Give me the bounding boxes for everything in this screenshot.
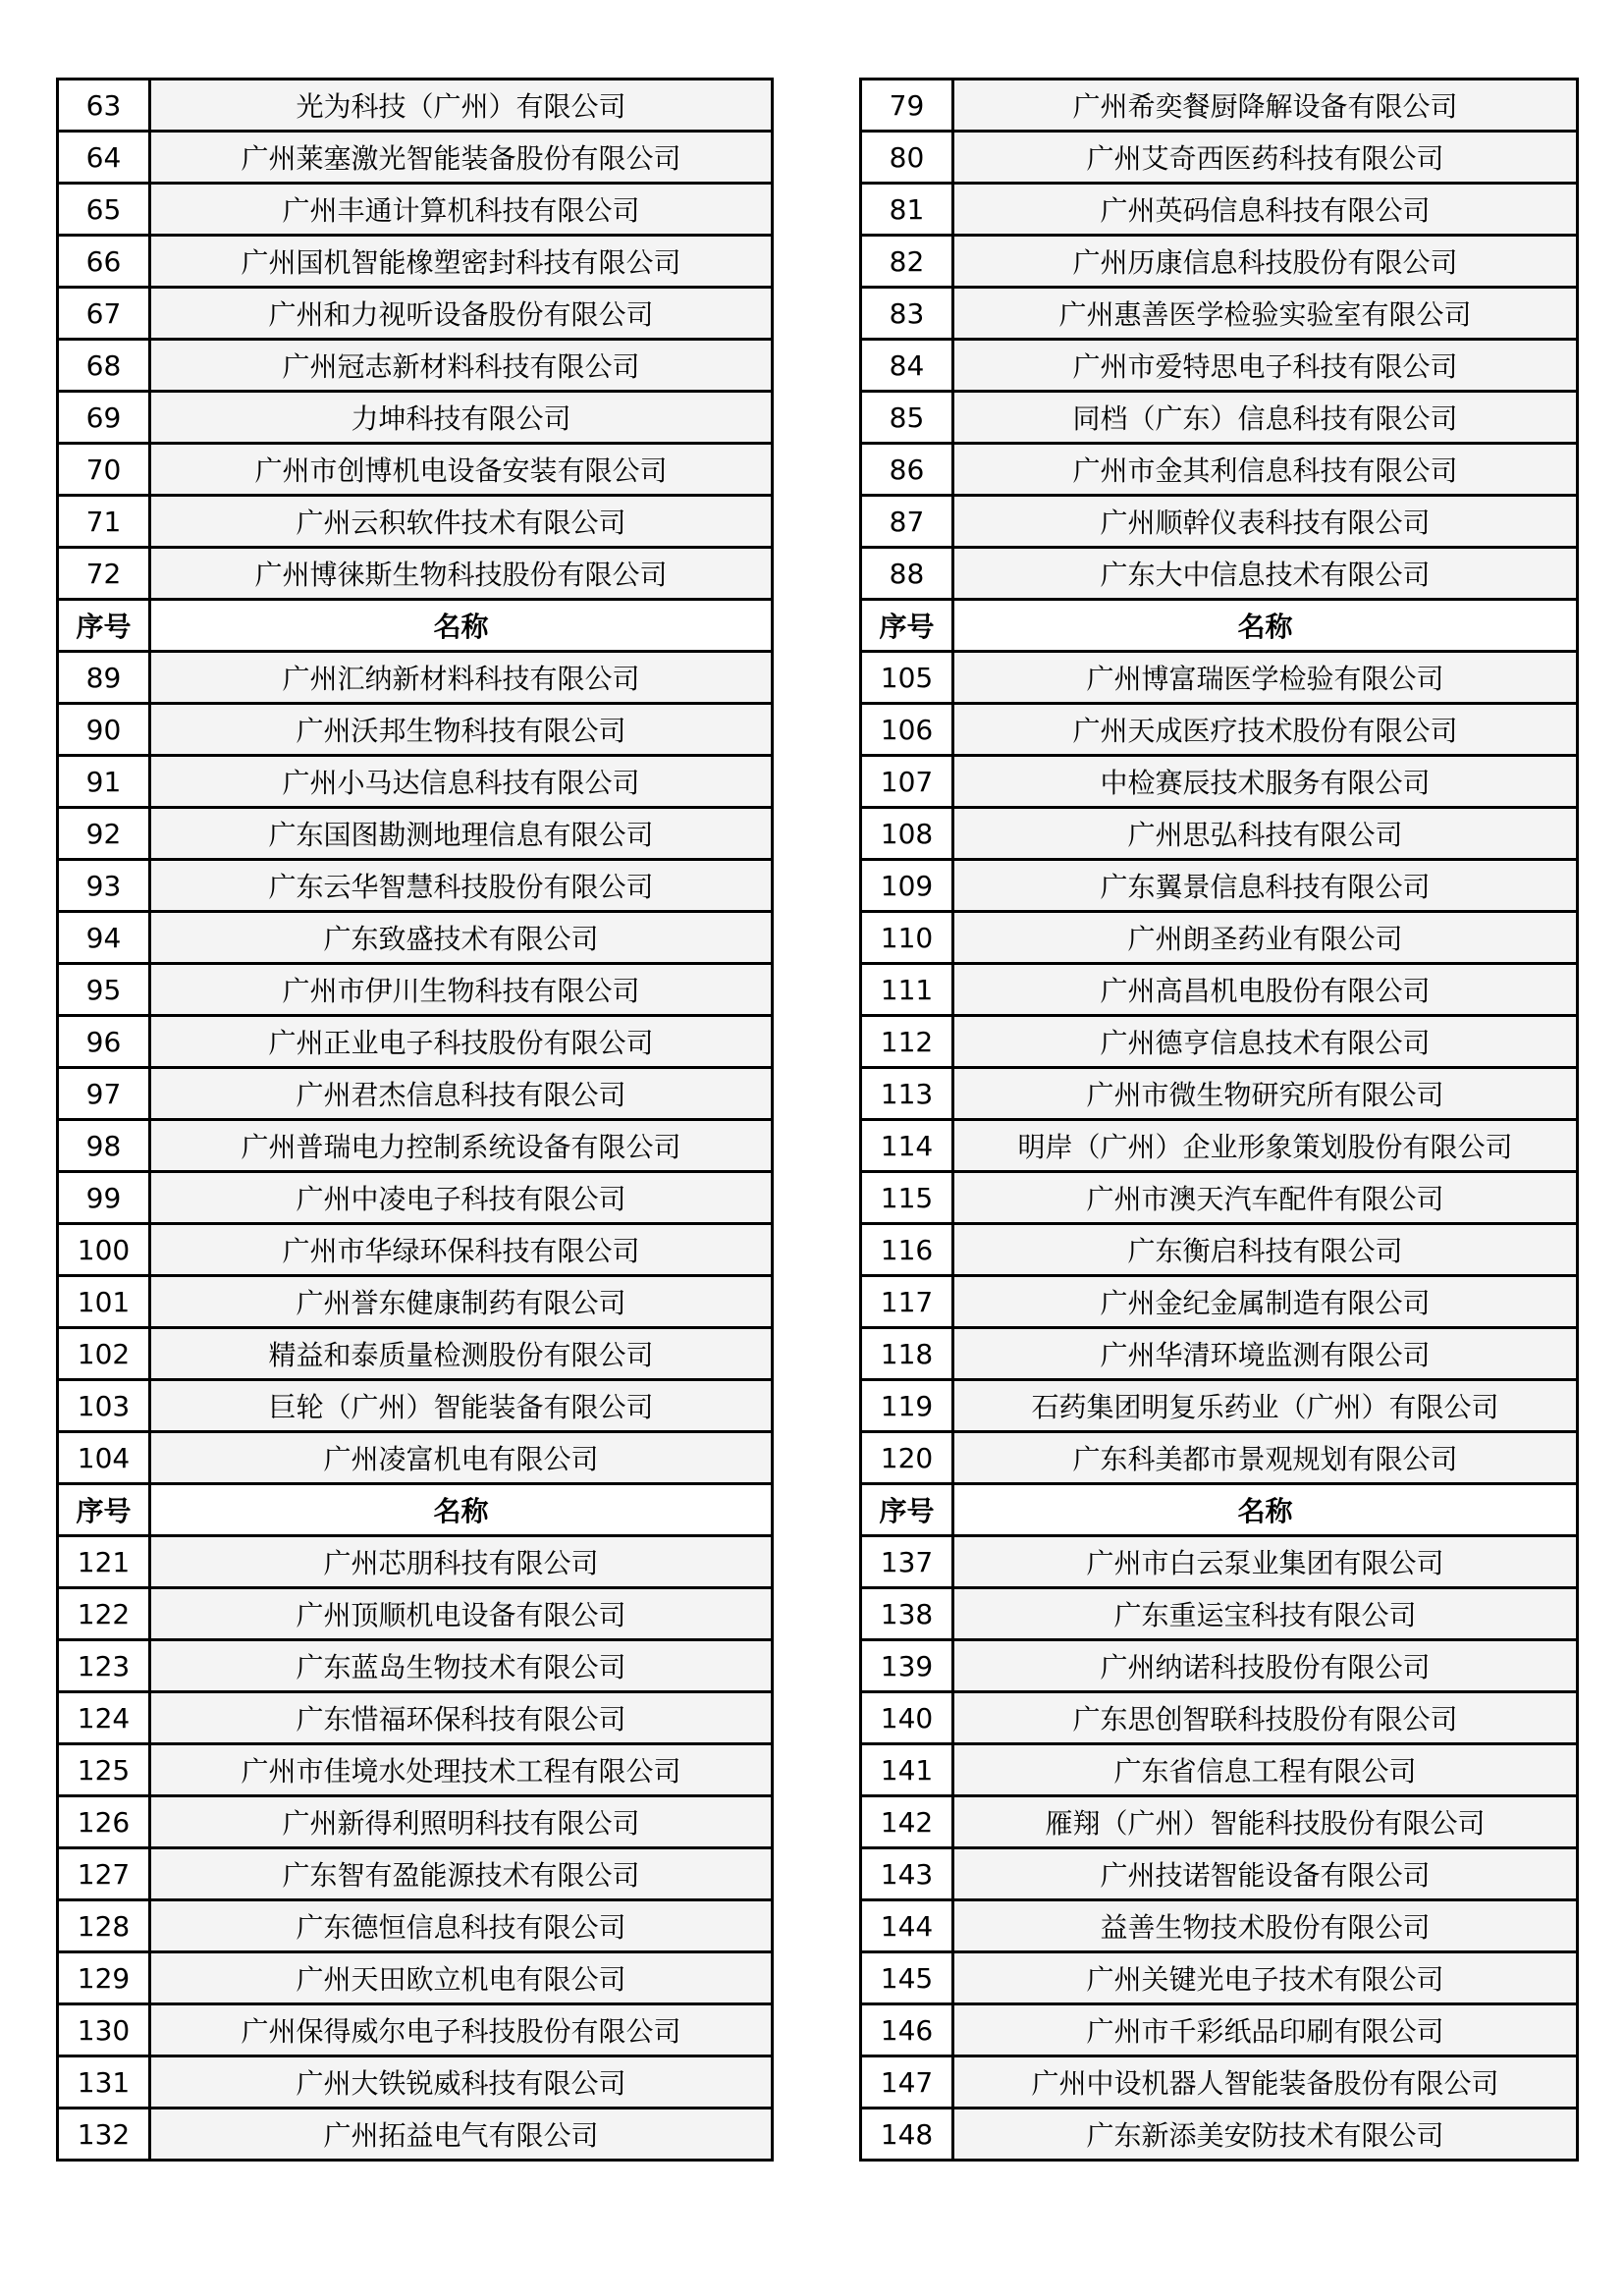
row-number: 110 bbox=[861, 912, 953, 964]
row-number: 70 bbox=[58, 444, 150, 496]
table-row bbox=[861, 496, 1578, 548]
row-number: 98 bbox=[58, 1120, 150, 1172]
row-number: 143 bbox=[861, 1848, 953, 1900]
table-row bbox=[58, 1380, 773, 1432]
row-number: 115 bbox=[861, 1172, 953, 1224]
table-row bbox=[58, 80, 773, 132]
row-number: 79 bbox=[861, 80, 953, 132]
table-row bbox=[58, 1068, 773, 1120]
header-num-label: 序号 bbox=[861, 1484, 953, 1536]
company-name: 广东翼景信息科技有限公司 bbox=[953, 860, 1578, 912]
row-number: 66 bbox=[58, 236, 150, 288]
company-name: 中检赛辰技术服务有限公司 bbox=[953, 756, 1578, 808]
company-name: 广州市澳天汽车配件有限公司 bbox=[953, 1172, 1578, 1224]
company-name: 广州大铁锐威科技有限公司 bbox=[150, 2056, 773, 2109]
row-number: 63 bbox=[58, 80, 150, 132]
row-number: 69 bbox=[58, 392, 150, 444]
header-num-label: 序号 bbox=[58, 600, 150, 652]
row-number: 88 bbox=[861, 548, 953, 600]
row-number: 103 bbox=[58, 1380, 150, 1432]
table-row bbox=[861, 808, 1578, 860]
table-row bbox=[58, 860, 773, 912]
company-name: 广州芯朋科技有限公司 bbox=[150, 1536, 773, 1588]
company-name: 广州丰通计算机科技有限公司 bbox=[150, 184, 773, 236]
company-name: 广州冠志新材料科技有限公司 bbox=[150, 340, 773, 392]
company-name: 广州朗圣药业有限公司 bbox=[953, 912, 1578, 964]
company-name: 广州顺幹仪表科技有限公司 bbox=[953, 496, 1578, 548]
company-name: 广州高昌机电股份有限公司 bbox=[953, 964, 1578, 1016]
table-row bbox=[58, 756, 773, 808]
row-number: 68 bbox=[58, 340, 150, 392]
table-row bbox=[58, 392, 773, 444]
company-name: 广州凌富机电有限公司 bbox=[150, 1432, 773, 1484]
table-header-row bbox=[861, 600, 1578, 652]
company-name: 广东致盛技术有限公司 bbox=[150, 912, 773, 964]
table-row bbox=[861, 236, 1578, 288]
table-row bbox=[58, 1432, 773, 1484]
company-name: 广州市创博机电设备安装有限公司 bbox=[150, 444, 773, 496]
row-number: 140 bbox=[861, 1692, 953, 1744]
row-number: 105 bbox=[861, 652, 953, 704]
company-name: 广东德恒信息科技有限公司 bbox=[150, 1900, 773, 1952]
row-number: 144 bbox=[861, 1900, 953, 1952]
row-number: 128 bbox=[58, 1900, 150, 1952]
row-number: 102 bbox=[58, 1328, 150, 1380]
row-number: 142 bbox=[861, 1796, 953, 1848]
table-row bbox=[58, 1328, 773, 1380]
company-name: 广州纳诺科技股份有限公司 bbox=[953, 1640, 1578, 1692]
company-name: 力坤科技有限公司 bbox=[150, 392, 773, 444]
table-row bbox=[58, 1536, 773, 1588]
row-number: 131 bbox=[58, 2056, 150, 2109]
row-number: 107 bbox=[861, 756, 953, 808]
company-name: 广州思弘科技有限公司 bbox=[953, 808, 1578, 860]
row-number: 92 bbox=[58, 808, 150, 860]
company-name: 广州希奕餐厨降解设备有限公司 bbox=[953, 80, 1578, 132]
row-number: 64 bbox=[58, 132, 150, 184]
table-row bbox=[861, 1224, 1578, 1276]
header-num-label: 序号 bbox=[58, 1484, 150, 1536]
row-number: 137 bbox=[861, 1536, 953, 1588]
row-number: 101 bbox=[58, 1276, 150, 1328]
table-row bbox=[861, 860, 1578, 912]
company-name: 广东重运宝科技有限公司 bbox=[953, 1588, 1578, 1640]
row-number: 84 bbox=[861, 340, 953, 392]
table-row bbox=[861, 2004, 1578, 2056]
company-name: 广州君杰信息科技有限公司 bbox=[150, 1068, 773, 1120]
company-name: 广东衡启科技有限公司 bbox=[953, 1224, 1578, 1276]
company-name: 广州莱塞激光智能装备股份有限公司 bbox=[150, 132, 773, 184]
table-row bbox=[861, 184, 1578, 236]
company-name: 广州市爱特思电子科技有限公司 bbox=[953, 340, 1578, 392]
table-row bbox=[58, 1900, 773, 1952]
row-number: 125 bbox=[58, 1744, 150, 1796]
company-name: 广州沃邦生物科技有限公司 bbox=[150, 704, 773, 756]
header-name-label: 名称 bbox=[953, 600, 1578, 652]
table-row bbox=[58, 704, 773, 756]
row-number: 111 bbox=[861, 964, 953, 1016]
company-name: 广州正业电子科技股份有限公司 bbox=[150, 1016, 773, 1068]
table-row bbox=[861, 2056, 1578, 2109]
company-name: 广州和力视听设备股份有限公司 bbox=[150, 288, 773, 340]
table-row bbox=[58, 1224, 773, 1276]
table-row bbox=[58, 1588, 773, 1640]
company-name: 广州市华绿环保科技有限公司 bbox=[150, 1224, 773, 1276]
row-number: 83 bbox=[861, 288, 953, 340]
company-name: 广州德亨信息技术有限公司 bbox=[953, 1016, 1578, 1068]
row-number: 80 bbox=[861, 132, 953, 184]
row-number: 147 bbox=[861, 2056, 953, 2109]
table-row bbox=[58, 1796, 773, 1848]
company-name: 广州普瑞电力控制系统设备有限公司 bbox=[150, 1120, 773, 1172]
row-number: 120 bbox=[861, 1432, 953, 1484]
company-name: 广州汇纳新材料科技有限公司 bbox=[150, 652, 773, 704]
table-row bbox=[861, 964, 1578, 1016]
row-number: 89 bbox=[58, 652, 150, 704]
table-row bbox=[861, 1328, 1578, 1380]
company-name: 广州天成医疗技术股份有限公司 bbox=[953, 704, 1578, 756]
table-row bbox=[861, 1744, 1578, 1796]
row-number: 99 bbox=[58, 1172, 150, 1224]
row-number: 112 bbox=[861, 1016, 953, 1068]
table-row bbox=[58, 340, 773, 392]
row-number: 90 bbox=[58, 704, 150, 756]
row-number: 100 bbox=[58, 1224, 150, 1276]
row-number: 148 bbox=[861, 2109, 953, 2161]
table-row bbox=[861, 1172, 1578, 1224]
table-row bbox=[861, 756, 1578, 808]
company-name: 广州国机智能橡塑密封科技有限公司 bbox=[150, 236, 773, 288]
table-row bbox=[861, 1900, 1578, 1952]
row-number: 67 bbox=[58, 288, 150, 340]
table-row bbox=[58, 548, 773, 600]
company-name: 同档（广东）信息科技有限公司 bbox=[953, 392, 1578, 444]
company-name: 广州英码信息科技有限公司 bbox=[953, 184, 1578, 236]
table-row bbox=[58, 236, 773, 288]
company-name: 广州技诺智能设备有限公司 bbox=[953, 1848, 1578, 1900]
company-name: 广州历康信息科技股份有限公司 bbox=[953, 236, 1578, 288]
table-row bbox=[861, 1380, 1578, 1432]
company-name: 广州中凌电子科技有限公司 bbox=[150, 1172, 773, 1224]
company-name: 广州华清环境监测有限公司 bbox=[953, 1328, 1578, 1380]
company-name: 广东智有盈能源技术有限公司 bbox=[150, 1848, 773, 1900]
table-row bbox=[861, 1016, 1578, 1068]
table-row bbox=[861, 444, 1578, 496]
left-company-table bbox=[56, 78, 774, 2162]
row-number: 139 bbox=[861, 1640, 953, 1692]
row-number: 95 bbox=[58, 964, 150, 1016]
table-row bbox=[58, 652, 773, 704]
company-name: 广州市佳境水处理技术工程有限公司 bbox=[150, 1744, 773, 1796]
table-row bbox=[861, 1276, 1578, 1328]
table-row bbox=[861, 1848, 1578, 1900]
row-number: 94 bbox=[58, 912, 150, 964]
row-number: 91 bbox=[58, 756, 150, 808]
row-number: 116 bbox=[861, 1224, 953, 1276]
row-number: 71 bbox=[58, 496, 150, 548]
table-header-row bbox=[861, 1484, 1578, 1536]
table-header-row bbox=[58, 1484, 773, 1536]
row-number: 145 bbox=[861, 1952, 953, 2004]
table-header-row bbox=[58, 600, 773, 652]
row-number: 119 bbox=[861, 1380, 953, 1432]
row-number: 81 bbox=[861, 184, 953, 236]
table-row bbox=[861, 548, 1578, 600]
header-num-label: 序号 bbox=[861, 600, 953, 652]
row-number: 114 bbox=[861, 1120, 953, 1172]
row-number: 85 bbox=[861, 392, 953, 444]
header-name-label: 名称 bbox=[150, 1484, 773, 1536]
table-row bbox=[58, 1172, 773, 1224]
row-number: 87 bbox=[861, 496, 953, 548]
company-name: 广东新添美安防技术有限公司 bbox=[953, 2109, 1578, 2161]
table-row bbox=[58, 1120, 773, 1172]
table-row bbox=[58, 184, 773, 236]
table-row bbox=[861, 392, 1578, 444]
table-row bbox=[58, 964, 773, 1016]
row-number: 129 bbox=[58, 1952, 150, 2004]
table-row bbox=[58, 444, 773, 496]
company-name: 广州天田欧立机电有限公司 bbox=[150, 1952, 773, 2004]
company-name: 广州艾奇西医药科技有限公司 bbox=[953, 132, 1578, 184]
table-row bbox=[861, 288, 1578, 340]
company-name: 广东蓝岛生物技术有限公司 bbox=[150, 1640, 773, 1692]
company-name: 广州市千彩纸品印刷有限公司 bbox=[953, 2004, 1578, 2056]
row-number: 141 bbox=[861, 1744, 953, 1796]
table-row bbox=[861, 912, 1578, 964]
row-number: 124 bbox=[58, 1692, 150, 1744]
row-number: 132 bbox=[58, 2109, 150, 2161]
row-number: 108 bbox=[861, 808, 953, 860]
header-name-label: 名称 bbox=[150, 600, 773, 652]
row-number: 126 bbox=[58, 1796, 150, 1848]
row-number: 82 bbox=[861, 236, 953, 288]
row-number: 127 bbox=[58, 1848, 150, 1900]
company-name: 广州中设机器人智能装备股份有限公司 bbox=[953, 2056, 1578, 2109]
table-row bbox=[58, 1848, 773, 1900]
table-row bbox=[58, 132, 773, 184]
company-name: 石药集团明复乐药业（广州）有限公司 bbox=[953, 1380, 1578, 1432]
company-name: 广州市白云泵业集团有限公司 bbox=[953, 1536, 1578, 1588]
company-name: 广州市微生物研究所有限公司 bbox=[953, 1068, 1578, 1120]
company-name: 广东云华智慧科技股份有限公司 bbox=[150, 860, 773, 912]
company-name: 雁翔（广州）智能科技股份有限公司 bbox=[953, 1796, 1578, 1848]
table-row bbox=[861, 1068, 1578, 1120]
header-name-label: 名称 bbox=[953, 1484, 1578, 1536]
row-number: 72 bbox=[58, 548, 150, 600]
company-name: 广东国图勘测地理信息有限公司 bbox=[150, 808, 773, 860]
company-name: 广州关键光电子技术有限公司 bbox=[953, 1952, 1578, 2004]
row-number: 93 bbox=[58, 860, 150, 912]
table-row bbox=[861, 652, 1578, 704]
company-name: 广州博富瑞医学检验有限公司 bbox=[953, 652, 1578, 704]
table-row bbox=[58, 2004, 773, 2056]
company-name: 巨轮（广州）智能装备有限公司 bbox=[150, 1380, 773, 1432]
company-name: 广州市金其利信息科技有限公司 bbox=[953, 444, 1578, 496]
table-row bbox=[861, 1588, 1578, 1640]
company-name: 广州保得威尔电子科技股份有限公司 bbox=[150, 2004, 773, 2056]
table-row bbox=[58, 2056, 773, 2109]
company-name: 广州博徕斯生物科技股份有限公司 bbox=[150, 548, 773, 600]
company-name: 精益和泰质量检测股份有限公司 bbox=[150, 1328, 773, 1380]
row-number: 106 bbox=[861, 704, 953, 756]
company-name: 广州惠善医学检验实验室有限公司 bbox=[953, 288, 1578, 340]
company-name: 广州云积软件技术有限公司 bbox=[150, 496, 773, 548]
row-number: 117 bbox=[861, 1276, 953, 1328]
table-row bbox=[861, 704, 1578, 756]
table-row bbox=[58, 496, 773, 548]
table-row bbox=[58, 1692, 773, 1744]
company-name: 广州拓益电气有限公司 bbox=[150, 2109, 773, 2161]
table-row bbox=[861, 1952, 1578, 2004]
row-number: 121 bbox=[58, 1536, 150, 1588]
company-name: 光为科技（广州）有限公司 bbox=[150, 80, 773, 132]
right-company-table bbox=[859, 78, 1579, 2162]
company-name: 广州新得利照明科技有限公司 bbox=[150, 1796, 773, 1848]
row-number: 122 bbox=[58, 1588, 150, 1640]
company-name: 广州顶顺机电设备有限公司 bbox=[150, 1588, 773, 1640]
row-number: 96 bbox=[58, 1016, 150, 1068]
table-row bbox=[861, 1796, 1578, 1848]
table-row bbox=[861, 1640, 1578, 1692]
row-number: 138 bbox=[861, 1588, 953, 1640]
company-name: 广州誉东健康制药有限公司 bbox=[150, 1276, 773, 1328]
company-name: 广州市伊川生物科技有限公司 bbox=[150, 964, 773, 1016]
table-row bbox=[58, 1640, 773, 1692]
company-name: 明岸（广州）企业形象策划股份有限公司 bbox=[953, 1120, 1578, 1172]
table-row bbox=[861, 1536, 1578, 1588]
row-number: 65 bbox=[58, 184, 150, 236]
company-name: 广东省信息工程有限公司 bbox=[953, 1744, 1578, 1796]
company-name: 广东科美都市景观规划有限公司 bbox=[953, 1432, 1578, 1484]
table-row bbox=[58, 288, 773, 340]
row-number: 104 bbox=[58, 1432, 150, 1484]
company-name: 广东思创智联科技股份有限公司 bbox=[953, 1692, 1578, 1744]
row-number: 109 bbox=[861, 860, 953, 912]
table-row bbox=[58, 2109, 773, 2161]
table-row bbox=[58, 1016, 773, 1068]
row-number: 97 bbox=[58, 1068, 150, 1120]
company-name: 益善生物技术股份有限公司 bbox=[953, 1900, 1578, 1952]
table-row bbox=[58, 1952, 773, 2004]
company-name: 广东大中信息技术有限公司 bbox=[953, 548, 1578, 600]
row-number: 146 bbox=[861, 2004, 953, 2056]
table-row bbox=[58, 912, 773, 964]
table-row bbox=[58, 1744, 773, 1796]
table-row bbox=[861, 2109, 1578, 2161]
table-row bbox=[861, 1692, 1578, 1744]
company-name: 广州小马达信息科技有限公司 bbox=[150, 756, 773, 808]
company-name: 广州金纪金属制造有限公司 bbox=[953, 1276, 1578, 1328]
table-row bbox=[861, 80, 1578, 132]
row-number: 123 bbox=[58, 1640, 150, 1692]
table-row bbox=[58, 808, 773, 860]
table-row bbox=[861, 132, 1578, 184]
row-number: 113 bbox=[861, 1068, 953, 1120]
table-row bbox=[861, 1120, 1578, 1172]
row-number: 118 bbox=[861, 1328, 953, 1380]
table-row bbox=[861, 340, 1578, 392]
table-row bbox=[861, 1432, 1578, 1484]
row-number: 86 bbox=[861, 444, 953, 496]
table-row bbox=[58, 1276, 773, 1328]
company-name: 广东惜福环保科技有限公司 bbox=[150, 1692, 773, 1744]
row-number: 130 bbox=[58, 2004, 150, 2056]
